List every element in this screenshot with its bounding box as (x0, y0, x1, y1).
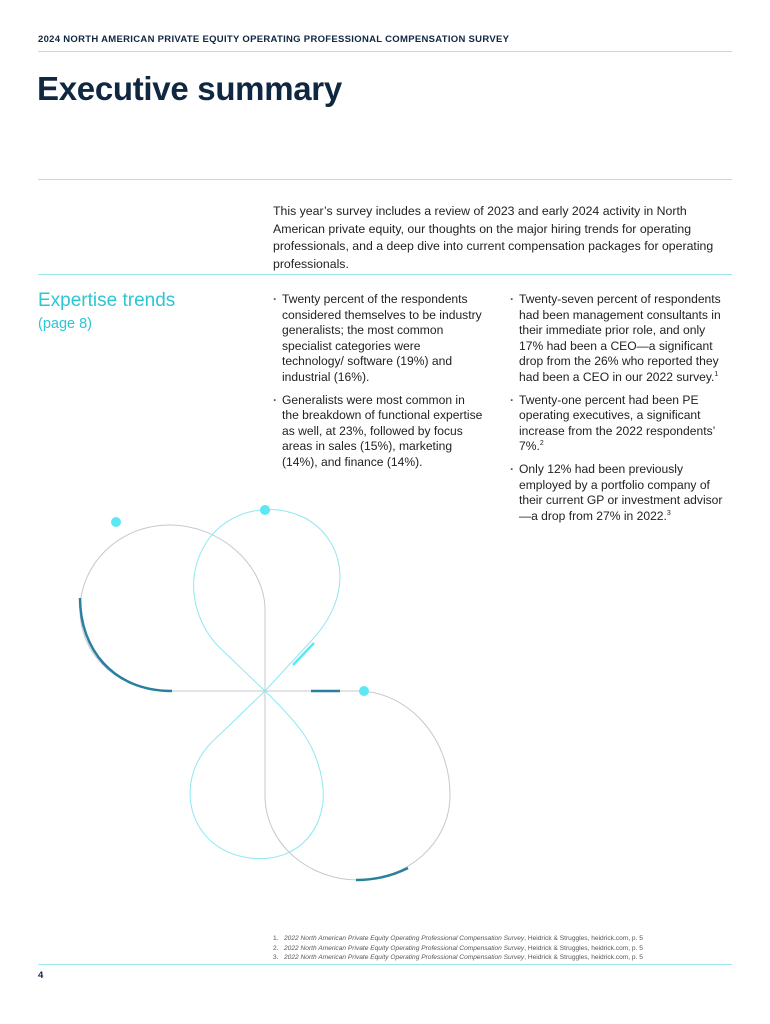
bullet-text: Twenty-seven percent of respondents had been management consultants in their immediate prior role, and only 17% had been a CEO—a significant drop from the 26% who reported they had been a CEO in our 2022 survey. (519, 292, 721, 384)
highlight-arc-left (80, 598, 172, 691)
footnote-source: , Heidrick & Struggles, heidrick.com, p. 5 (524, 944, 643, 952)
list-item (273, 393, 483, 471)
footnote-title: 2022 North American Private Equity Operating Professional Compensation Survey (284, 935, 525, 942)
bullet-list-left (273, 292, 483, 478)
running-header: 2024 NORTH AMERICAN PRIVATE EQUITY OPERATING PROFESSIONAL COMPENSATION SURVEY (38, 34, 510, 45)
page-number: 4 (38, 970, 44, 981)
intro-paragraph: This year’s survey includes a review of 2023 and early 2024 activity in North American private equity, our thoughts on the major hiring trends for operating professionals, and a deep dive into current compensation packages for operating professionals. (273, 204, 714, 271)
bullet-text: Twenty percent of the respondents considered themselves to be industry generalists; the most common specialist categories were technology/ software (19%) and industrial (16%). (282, 292, 482, 384)
list-item (510, 292, 732, 386)
footnote-source: , Heidrick & Struggles, heidrick.com, p. 5 (524, 935, 643, 942)
footnote (273, 934, 643, 944)
footnote-ref[interactable]: 3 (666, 509, 671, 517)
footnote-source: , Heidrick & Struggles, heidrick.com, p. 5 (524, 954, 643, 961)
footnote-ref[interactable]: 1 (714, 370, 719, 378)
footnote-number: 2. (273, 944, 279, 952)
footnote (273, 944, 643, 954)
list-item (510, 393, 732, 455)
footnote-number: 3. (273, 954, 279, 961)
highlight-arc-cyan (293, 643, 314, 665)
footnote-ref[interactable]: 2 (539, 440, 544, 448)
footnote-title: 2022 North American Private Equity Operating Professional Compensation Survey (284, 954, 525, 961)
marker-dot (359, 686, 369, 696)
footnote (273, 953, 643, 963)
footnote-number: 1. (273, 935, 279, 942)
bullet-text: Twenty-one percent had been PE operating executives, a significant increase from the 2022 respondents’ 7%. (519, 392, 715, 454)
footnote-title: 2022 North American Private Equity Operating Professional Compensation Survey (284, 944, 525, 952)
list-item (510, 462, 732, 524)
section-page-reference: (page 8) (38, 316, 93, 332)
title-divider (38, 179, 732, 180)
page-title: Executive summary (37, 70, 342, 107)
loop-bottom-left (190, 691, 323, 859)
list-item (273, 292, 483, 386)
bullet-text: Generalists were most common in the breakdown of functional expertise as well, at 23%, followed by focus areas in sales (15%), marketing (14%), and finance (14%). (282, 392, 483, 469)
marker-dot (111, 517, 121, 527)
header-divider (38, 51, 732, 52)
footer-divider (38, 964, 732, 965)
footnotes (273, 934, 643, 963)
section-title: Expertise trends (38, 290, 176, 311)
bullet-text: Only 12% had been previously employed by a portfolio company of their current GP or investment advisor—a drop from 27% in 2022. (519, 461, 723, 523)
marker-dot (260, 505, 270, 515)
bullet-list-right (510, 292, 732, 531)
intro-divider (38, 274, 732, 275)
decorative-loop-graphic (70, 500, 470, 890)
